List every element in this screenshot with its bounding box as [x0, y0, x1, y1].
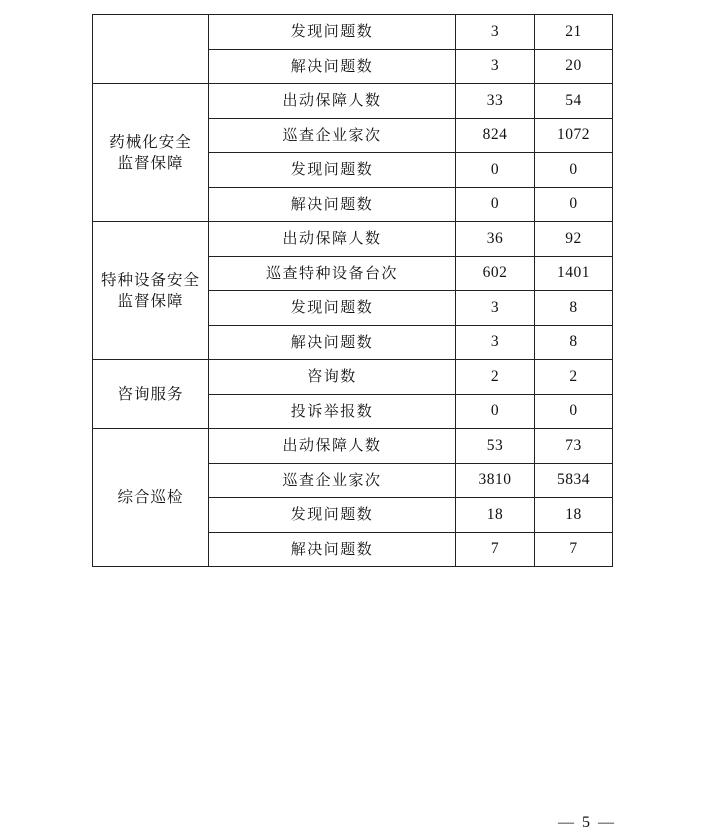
category-label-line2: 监督保障	[117, 291, 184, 310]
value-cell-1: 602	[456, 256, 535, 291]
value-cell-1: 7	[456, 532, 535, 567]
value-cell-2: 5834	[535, 463, 613, 498]
category-label-line2: 监督保障	[117, 153, 184, 172]
category-cell-continued	[93, 15, 209, 84]
value-cell-2: 0	[535, 394, 613, 429]
value-cell-1: 18	[456, 498, 535, 533]
category-label-line1: 特种设备安全	[100, 271, 200, 290]
page-number: — 5 —	[558, 814, 616, 831]
value-cell-1: 3	[456, 49, 535, 84]
value-cell-2: 20	[535, 49, 613, 84]
table-row	[93, 84, 613, 119]
table-row	[93, 429, 613, 464]
category-cell-drug-device	[93, 84, 209, 222]
item-cell: 发现问题数	[209, 291, 456, 326]
item-cell: 投诉举报数	[209, 394, 456, 429]
value-cell-1: 2	[456, 360, 535, 395]
value-cell-2: 54	[535, 84, 613, 119]
value-cell-1: 3810	[456, 463, 535, 498]
value-cell-2: 2	[535, 360, 613, 395]
table-row	[93, 15, 613, 50]
value-cell-2: 1401	[535, 256, 613, 291]
category-cell-inspection	[93, 429, 209, 567]
item-cell: 巡查企业家次	[209, 463, 456, 498]
category-label-line1: 综合巡检	[117, 488, 184, 507]
value-cell-2: 1072	[535, 118, 613, 153]
value-cell-2: 73	[535, 429, 613, 464]
category-cell-special-equipment	[93, 222, 209, 360]
value-cell-2: 7	[535, 532, 613, 567]
category-label-line1: 咨询服务	[117, 384, 184, 403]
value-cell-2: 0	[535, 153, 613, 188]
value-cell-2: 92	[535, 222, 613, 257]
value-cell-1: 3	[456, 325, 535, 360]
value-cell-1: 3	[456, 291, 535, 326]
statistics-table	[92, 14, 613, 567]
item-cell: 巡查企业家次	[209, 118, 456, 153]
item-cell: 发现问题数	[209, 498, 456, 533]
value-cell-2: 18	[535, 498, 613, 533]
value-cell-1: 36	[456, 222, 535, 257]
category-label-line1: 药械化安全	[109, 133, 192, 152]
table-row	[93, 222, 613, 257]
item-cell: 解决问题数	[209, 49, 456, 84]
item-cell: 发现问题数	[209, 15, 456, 50]
item-cell: 出动保障人数	[209, 84, 456, 119]
item-cell: 发现问题数	[209, 153, 456, 188]
item-cell: 咨询数	[209, 360, 456, 395]
item-cell: 解决问题数	[209, 187, 456, 222]
table-row	[93, 360, 613, 395]
value-cell-1: 3	[456, 15, 535, 50]
item-cell: 解决问题数	[209, 325, 456, 360]
item-cell: 解决问题数	[209, 532, 456, 567]
value-cell-2: 8	[535, 291, 613, 326]
category-cell-consulting	[93, 360, 209, 429]
value-cell-2: 21	[535, 15, 613, 50]
value-cell-2: 0	[535, 187, 613, 222]
value-cell-1: 824	[456, 118, 535, 153]
value-cell-1: 33	[456, 84, 535, 119]
value-cell-1: 53	[456, 429, 535, 464]
value-cell-1: 0	[456, 187, 535, 222]
value-cell-1: 0	[456, 394, 535, 429]
item-cell: 巡查特种设备台次	[209, 256, 456, 291]
value-cell-2: 8	[535, 325, 613, 360]
item-cell: 出动保障人数	[209, 429, 456, 464]
value-cell-1: 0	[456, 153, 535, 188]
item-cell: 出动保障人数	[209, 222, 456, 257]
